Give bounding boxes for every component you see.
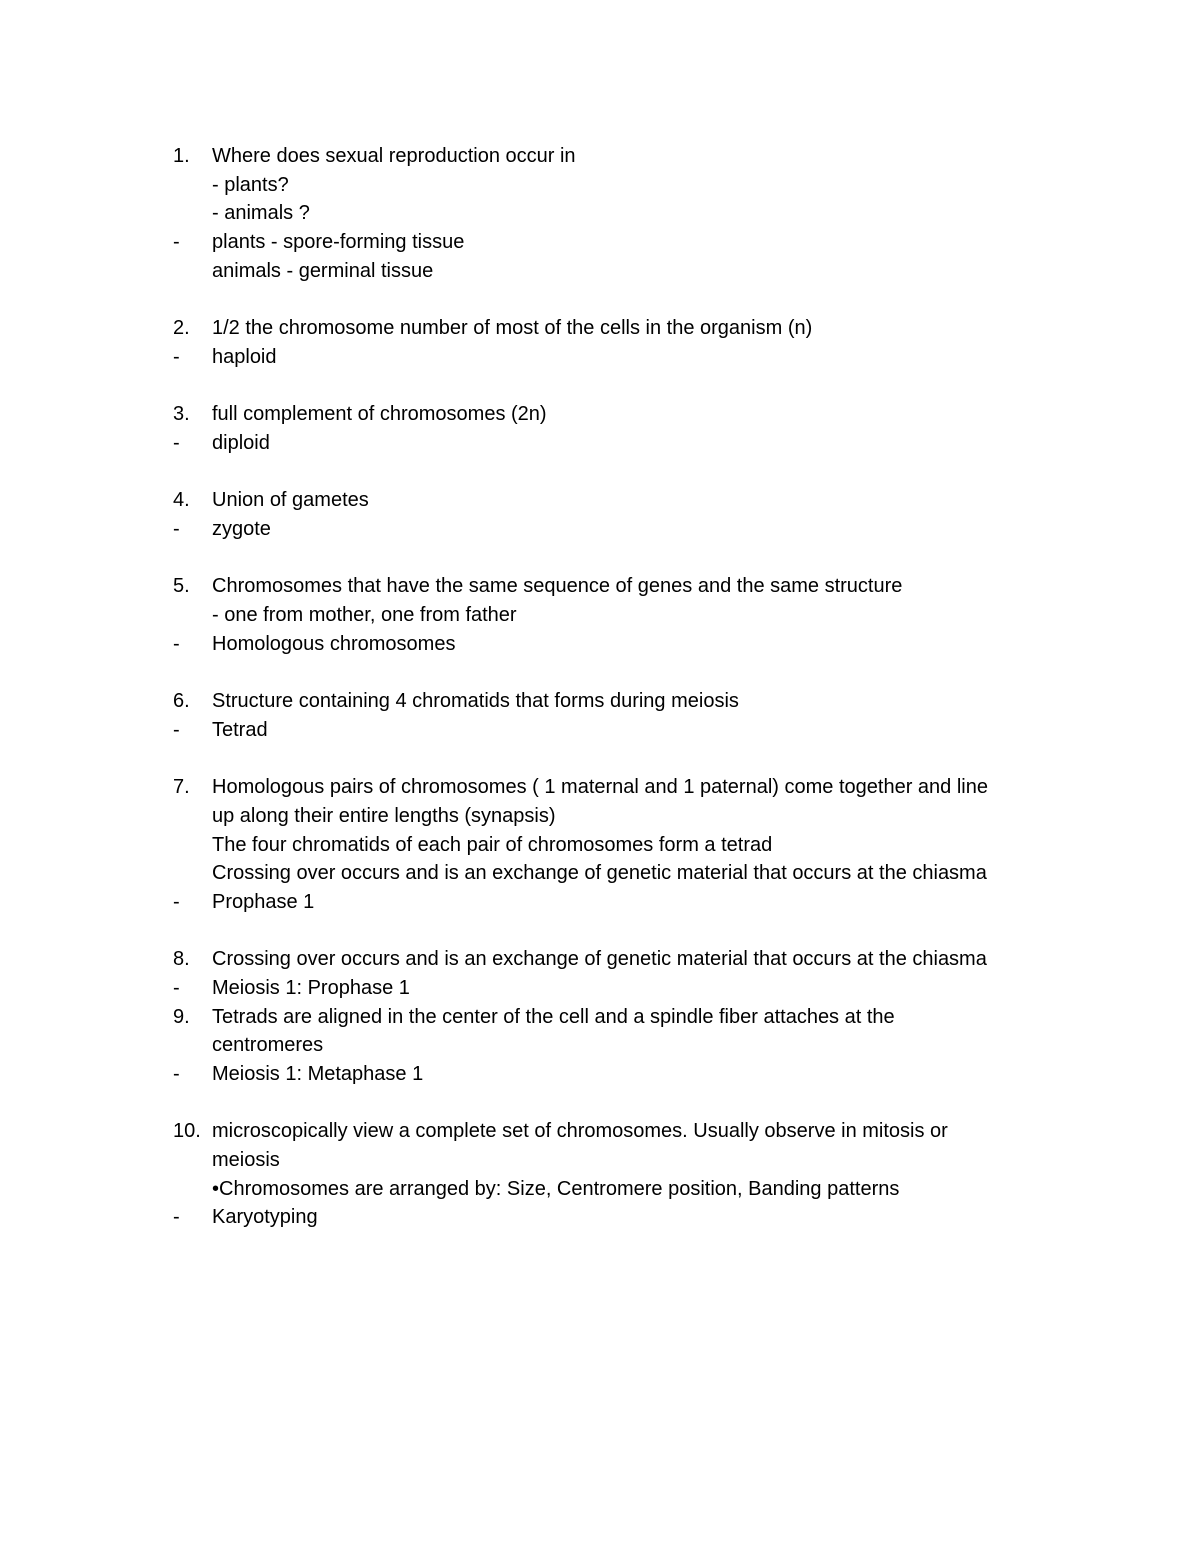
spacer	[173, 285, 1073, 314]
answer-dash: -	[173, 890, 180, 913]
answer-dash: -	[173, 231, 180, 254]
answer-dash: -	[173, 1206, 180, 1229]
item-number: 10.	[173, 1120, 201, 1143]
question-text: microscopically view a complete set of chromosomes. Usually observe in mitosis or	[212, 1120, 948, 1143]
answer-dash: -	[173, 976, 180, 999]
question-text: •Chromosomes are arranged by: Size, Centromere position, Banding patterns	[212, 1177, 900, 1200]
spacer	[173, 744, 1073, 773]
item-number: 4.	[173, 489, 190, 512]
question-text: Crossing over occurs and is an exchange of genetic material that occurs at the chiasma	[212, 862, 987, 885]
question-text: - animals ?	[212, 202, 310, 225]
spacer	[173, 458, 1073, 487]
item-number: 9.	[173, 1005, 190, 1028]
question-text: Structure containing 4 chromatids that forms during meiosis	[212, 690, 739, 713]
answer-dash: -	[173, 632, 180, 655]
answer-line	[173, 974, 1073, 1003]
question-line	[173, 1003, 1073, 1032]
spacer	[173, 372, 1073, 401]
question-text: Chromosomes that have the same sequence of genes and the same structure	[212, 575, 903, 598]
item-number: 1.	[173, 145, 190, 167]
question-line	[173, 859, 1073, 888]
answer-text: diploid	[212, 431, 270, 454]
question-line	[173, 802, 1073, 831]
answer-line	[173, 1203, 1073, 1232]
answer-dash: -	[173, 431, 180, 454]
question-line	[173, 945, 1073, 974]
question-text: full complement of chromosomes (2n)	[212, 403, 547, 426]
answer-text: haploid	[212, 345, 277, 368]
question-text: meiosis	[212, 1149, 280, 1172]
answer-line	[173, 257, 1073, 286]
answer-line	[173, 716, 1073, 745]
spacer	[173, 658, 1073, 687]
question-line	[173, 601, 1073, 630]
question-text: Homologous pairs of chromosomes ( 1 maternal and 1 paternal) come together and line	[212, 776, 988, 799]
answer-line	[173, 343, 1073, 372]
answer-dash: -	[173, 517, 180, 540]
item-number: 5.	[173, 575, 190, 598]
question-text: centromeres	[212, 1034, 324, 1057]
answer-line	[173, 888, 1073, 917]
answer-line	[173, 515, 1073, 544]
spacer	[173, 917, 1073, 946]
question-line	[173, 486, 1073, 515]
question-line	[173, 142, 1073, 171]
question-text: Crossing over occurs and is an exchange of genetic material that occurs at the chiasma	[212, 948, 987, 971]
question-text: Union of gametes	[212, 489, 369, 512]
spacer	[173, 544, 1073, 573]
answer-line	[173, 630, 1073, 659]
answer-dash: -	[173, 345, 180, 368]
question-line	[173, 1175, 1073, 1204]
question-text: - one from mother, one from father	[212, 604, 517, 626]
answer-text: Karyotyping	[212, 1206, 318, 1229]
item-number: 2.	[173, 317, 190, 340]
question-text: Tetrads are aligned in the center of the cell and a spindle fiber attaches at the	[212, 1005, 895, 1028]
answer-line	[173, 228, 1073, 257]
item-number: 8.	[173, 948, 190, 971]
answer-text: Tetrad	[212, 718, 268, 741]
answer-text: animals - germinal tissue	[212, 259, 434, 282]
question-line	[173, 1031, 1073, 1060]
question-line	[173, 687, 1073, 716]
question-line	[173, 171, 1073, 200]
question-line	[173, 773, 1073, 802]
question-text: 1/2 the chromosome number of most of the cells in the organism (n)	[212, 317, 813, 340]
spacer	[173, 1089, 1073, 1118]
question-line	[173, 1117, 1073, 1146]
question-line	[173, 572, 1073, 601]
answer-text: zygote	[212, 517, 271, 540]
answer-dash: -	[173, 718, 180, 741]
answer-text: Homologous chromosomes	[212, 632, 456, 655]
question-list	[173, 142, 1073, 1232]
item-number: 6.	[173, 690, 190, 713]
question-text: The four chromatids of each pair of chromosomes form a tetrad	[212, 833, 773, 856]
answer-text: Meiosis 1: Prophase 1	[212, 976, 410, 999]
question-text: up along their entire lengths (synapsis)	[212, 804, 556, 827]
question-text: - plants?	[212, 173, 289, 196]
question-line	[173, 831, 1073, 860]
question-line	[173, 400, 1073, 429]
answer-line	[173, 1060, 1073, 1089]
question-line	[173, 1146, 1073, 1175]
answer-dash: -	[173, 1063, 180, 1085]
answer-text: Prophase 1	[212, 890, 315, 913]
answer-line	[173, 429, 1073, 458]
question-line	[173, 314, 1073, 343]
item-number: 3.	[173, 403, 190, 426]
answer-text: plants - spore-forming tissue	[212, 231, 465, 254]
question-line	[173, 199, 1073, 228]
item-number: 7.	[173, 776, 190, 799]
answer-text: Meiosis 1: Metaphase 1	[212, 1063, 424, 1085]
question-text: Where does sexual reproduction occur in	[212, 145, 576, 167]
